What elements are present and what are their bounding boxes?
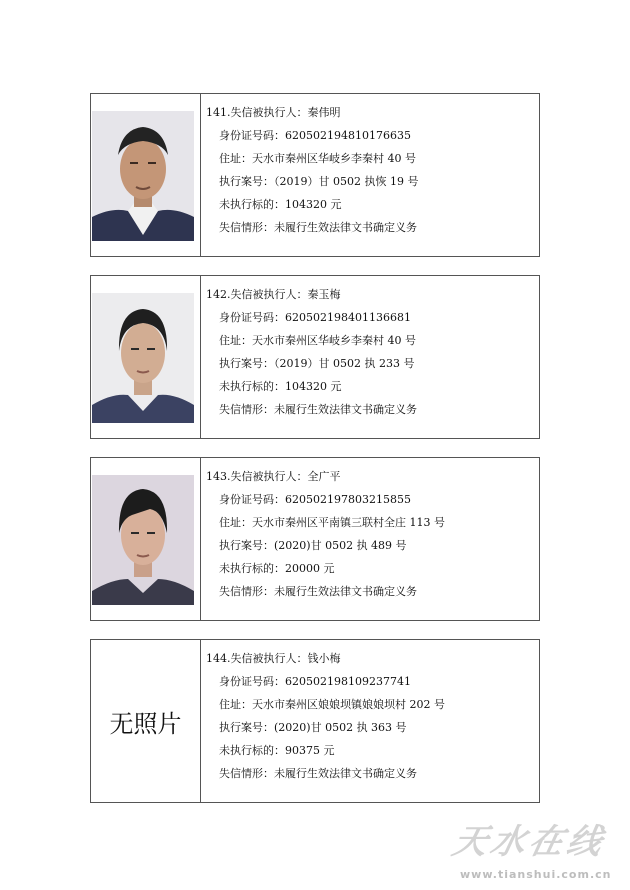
record-heading: 143.失信被执行人：全广平 [206,470,341,483]
case-number: 执行案号：(2020)甘 0502 执 363 号 [219,721,407,734]
address: 住址：天水市秦州区华岐乡李秦村 40 号 [219,334,416,347]
record-heading: 142.失信被执行人：秦玉梅 [206,288,341,301]
site-watermark [448,812,628,890]
record-info [206,647,535,785]
no-photo-label: 无照片 [109,709,182,738]
person-photo [92,293,194,423]
person-photo-image [92,293,194,423]
watermark-url: www.tianshui.com.cn [460,868,612,881]
photo-cell [91,458,201,620]
person-photo [92,475,194,605]
default-situation: 失信情形：未履行生效法律文书确定义务 [219,767,417,780]
record-info [206,465,535,603]
record-heading: 141.失信被执行人：秦伟明 [206,106,341,119]
case-number: 执行案号：（2019）甘 0502 执 233 号 [219,357,415,370]
address: 住址：天水市秦州区平南镇三联村全庄 113 号 [219,516,445,529]
address: 住址：天水市秦州区华岐乡李秦村 40 号 [219,152,416,165]
unexecuted-amount: 未执行标的：20000 元 [219,562,335,575]
photo-cell [91,94,201,256]
record-card-143 [90,457,540,621]
default-situation: 失信情形：未履行生效法律文书确定义务 [219,403,417,416]
id-number: 身份证号码：620502198401136681 [219,311,411,324]
case-number: 执行案号：（2019）甘 0502 执恢 19 号 [219,175,419,188]
record-info [206,101,535,239]
unexecuted-amount: 未执行标的：104320 元 [219,198,342,211]
watermark-title: 天水在线 [449,822,610,862]
unexecuted-amount: 未执行标的：90375 元 [219,744,335,757]
unexecuted-amount: 未执行标的：104320 元 [219,380,342,393]
case-number: 执行案号：(2020)甘 0502 执 489 号 [219,539,407,552]
person-photo-image [92,111,194,241]
photo-cell [91,640,201,802]
id-number: 身份证号码：620502198109237741 [219,675,411,688]
id-number: 身份证号码：620502197803215855 [219,493,411,506]
photo-cell [91,276,201,438]
person-photo-image [92,475,194,605]
record-info [206,283,535,421]
default-situation: 失信情形：未履行生效法律文书确定义务 [219,221,417,234]
default-situation: 失信情形：未履行生效法律文书确定义务 [219,585,417,598]
address: 住址：天水市秦州区娘娘坝镇娘娘坝村 202 号 [219,698,445,711]
id-number: 身份证号码：620502194810176635 [219,129,411,142]
record-card-142 [90,275,540,439]
record-card-141 [90,93,540,257]
record-heading: 144.失信被执行人：钱小梅 [206,652,341,665]
record-card-144 [90,639,540,803]
person-photo [92,111,194,241]
